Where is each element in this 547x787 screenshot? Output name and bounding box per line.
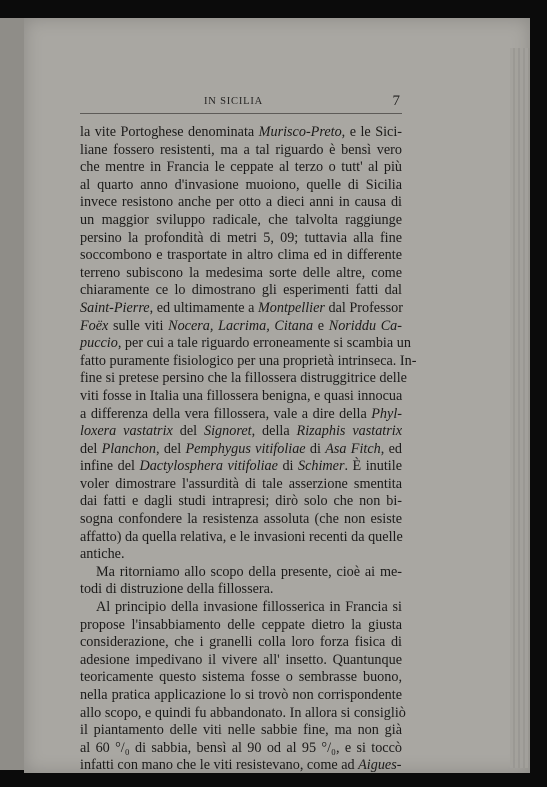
text-line: allo scopo, e quindi fu abbandonato. In allora si consigliò — [80, 704, 406, 721]
text-line: che mentre in Francia le ceppate al terzo o tutt' al più — [80, 159, 402, 176]
italic-term: puccio — [80, 335, 118, 352]
text-line: infatti con mano che le viti resistevano, come ad Aigues- — [80, 757, 402, 774]
text-line: considerazione, che i granelli colla loro forza fisica di — [80, 634, 402, 651]
text-line: Al principio della invasione fillosserica in Francia si — [96, 599, 402, 616]
italic-term: Signoret — [204, 423, 252, 440]
text-line: la vite Portoghese denominata Murisco-Preto, e le Sici- — [80, 124, 402, 140]
text-line: soccombono e trasportate in altro clima ed in differente — [80, 247, 402, 264]
italic-term: Schimer — [298, 458, 345, 475]
text-line: teoricamente questo sistema fosse o sembrasse buono, — [80, 669, 402, 686]
page-stack-edges — [510, 48, 530, 768]
text-line: sogna confondere la resistenza assoluta (che non esiste — [80, 511, 402, 528]
paragraph — [80, 599, 406, 775]
text-line: il piantamento delle viti nelle sabbie fine, ma non già — [80, 722, 402, 739]
page-header — [80, 93, 400, 112]
text-line: nella pratica applicazione lo si trovò non corrispondente — [80, 687, 402, 703]
italic-term: Foëx — [80, 317, 109, 334]
italic-term: Dactylosphera vitifoliae — [139, 458, 278, 475]
text-line: liane fossero resistenti, ma a tal riguardo è bensì vero — [80, 141, 402, 158]
text-line: loxera vastatrix del Signoret, della Rizaphis vastatrix — [80, 423, 402, 440]
text-line: infine del Dactylosphera vitifoliae di Schimer. È inutile — [80, 458, 402, 475]
text-line: al 60 °/₀ di sabbia, bensì al 90 od al 95 °/₀, e si toccò — [80, 739, 402, 756]
text-line: del Planchon, del Pemphygus vitifoliae di Asa Fitch, ed — [80, 440, 402, 457]
text-line: fine si pretese persino che la fillossera distruggitrice delle — [80, 370, 407, 387]
text-line: affatto) da quella relativa, e le invasioni recenti da quelle — [80, 528, 403, 545]
text-line: Saint-Pierre, ed ultimamente a Montpellier dal Professor — [80, 299, 403, 316]
italic-term: Murisco-Preto — [258, 124, 342, 140]
text-line: invece resistono anche per otto a dieci anni in causa di — [80, 194, 402, 211]
italic-term: Noriddu Ca- — [328, 317, 402, 334]
text-line: viti fosse in Italia una fillossera benigna, e quasi innocua — [80, 387, 403, 404]
text-line: adesione impedivano il vivere all' insetto. Quantunque — [80, 651, 402, 668]
text-line: voler dimostrare l'assurdità di tale asserzione smentita — [80, 475, 402, 492]
text-line: a differenza della vera fillossera, vale a dire della Phyl- — [80, 405, 402, 422]
italic-term: Nocera, Lacrima, Citana — [168, 317, 314, 334]
paragraph — [80, 124, 417, 564]
italic-term: Saint-Pierre — [80, 299, 150, 316]
italic-term: Aigues- — [358, 757, 402, 774]
text-line: un maggior sviluppo radicale, che talvolta raggiunge — [80, 211, 402, 228]
body-text — [80, 124, 417, 775]
text-line: chiaramente ce lo dimostrano gli esperimenti fatti dal — [80, 282, 402, 299]
text-line: propose l'insabbiamento delle ceppate dietro la giusta — [80, 616, 402, 633]
italic-term: Pemphygus vitifoliae — [185, 440, 306, 457]
italic-term: Phyl- — [371, 405, 402, 422]
italic-term: Rizaphis vastatrix — [296, 423, 402, 440]
italic-term: Montpellier — [257, 299, 325, 316]
text-line: Ma ritorniamo allo scopo della presente, cioè ai me- — [96, 563, 402, 580]
text-line: al quarto anno d'invasione muoiono, quelle di Sicilia — [80, 176, 402, 193]
text-line: persino la profondità di metri 5, 09; tuttavia alla fine — [80, 229, 402, 246]
text-line: todi di distruzione della fillossera. — [80, 581, 274, 598]
text-line: puccio, per cui a tale riguardo erroneamente si scambia un — [80, 335, 411, 352]
italic-term: Asa Fitch — [325, 440, 381, 457]
text-line: antiche. — [80, 546, 125, 563]
paragraph — [80, 564, 402, 599]
page-number: 7 — [392, 93, 400, 109]
text-line: fatto puramente fisiologico per una proprietà intrinseca. In- — [80, 352, 417, 369]
text-line: dai fatti e dagli studi intrapresi; dirò solo che non bi- — [80, 493, 402, 510]
italic-term: loxera vastatrix — [80, 423, 173, 440]
text-line: Foëx sulle viti Nocera, Lacrima, Citana e Noriddu Ca- — [80, 317, 402, 334]
running-head: IN SICILIA — [204, 96, 264, 107]
italic-term: Planchon — [101, 440, 156, 457]
header-rule — [80, 113, 402, 114]
text-line: terreno subiscono la medesima sorte delle altre, come — [80, 264, 402, 281]
